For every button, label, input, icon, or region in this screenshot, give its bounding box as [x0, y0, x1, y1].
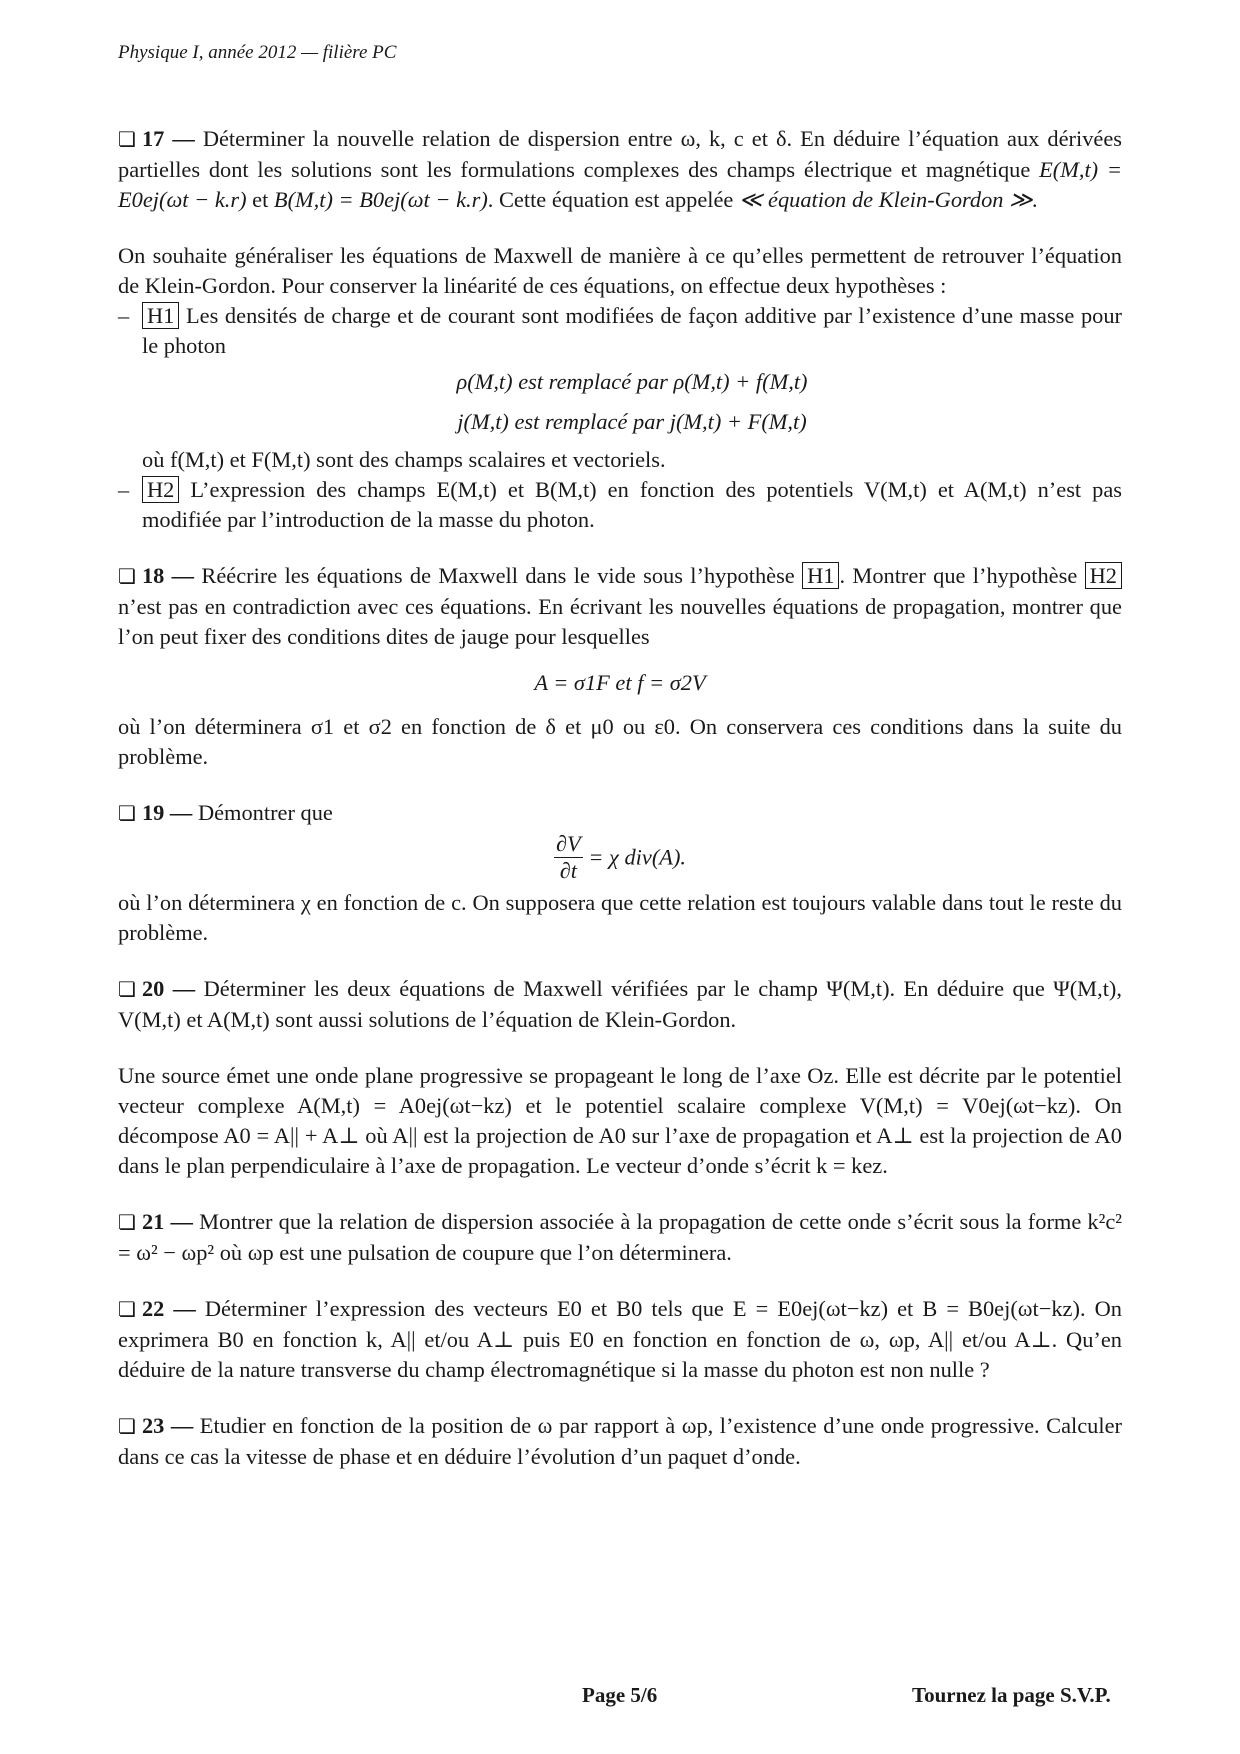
h1-label: H1 [142, 302, 179, 329]
question-number: 20 — [141, 976, 196, 1001]
page-content [118, 124, 1122, 1472]
question-number: 22 — [141, 1296, 196, 1321]
question-text: Montrer que la relation de dispersion associée à la propagation de cette onde s’écrit sous la forme k²c² = ω² − ωp² où ωp est une pulsation de coupure que l’on déterminera. [118, 1209, 1122, 1265]
h1-reference: H1 [802, 562, 839, 589]
h2-reference: H2 [1085, 562, 1122, 589]
question-text: Démontrer que [197, 800, 333, 825]
divergence-equation [118, 831, 1122, 884]
question-text: . Cette équation est appelée [487, 187, 739, 212]
question-19-followup: où l’on déterminera χ en fonction de c. On supposera que cette relation est toujours valable dans tout le reste du problème. [118, 890, 1122, 945]
checkbox-icon: ❏ [118, 803, 136, 825]
question-number: 23 — [141, 1413, 194, 1438]
question-text: Réécrire les équations de Maxwell dans le vide sous l’hypothèse [201, 563, 803, 588]
checkbox-icon: ❏ [118, 1416, 136, 1438]
question-text: . Montrer que l’hypothèse [839, 563, 1085, 588]
source-paragraph: Une source émet une onde plane progressive se propageant le long de l’axe Oz. Elle est décrite par le potentiel vecteur complexe A(M,t) = A0ej(ωt−kz) et le potentiel scalaire complexe V(M,t) = V0ej(ωt−kz). On décompose A0 = A|| + A⊥ où A|| est la projection de A0 sur l’axe de propagation et A⊥ est la projection de A0 dans le plan perpendiculaire à l’axe de propagation. Le vecteur d’onde s’écrit k = kez. [118, 1063, 1122, 1178]
turn-page-note: Tournez la page S.V.P. [912, 1683, 1111, 1707]
question-text: Déterminer l’expression des vecteurs E0 et B0 tels que E = E0ej(ωt−kz) et B = B0ej(ωt−kz). On exprimera B0 en fonction k, A|| et/ou A⊥ puis E0 en fonction en fonction de ω, ωp, A|| et/ou A⊥. Qu’en déduire de la nature transverse du champ électromagnétique si la masse du photon est non nulle ? [118, 1296, 1122, 1382]
magnetic-field-formula: B(M,t) = B0ej(ωt − k.r) [273, 187, 488, 212]
question-text: Déterminer les deux équations de Maxwell vérifiées par le champ Ψ(M,t). En déduire que Ψ(M,t), V(M,t) et A(M,t) sont aussi solutions de l’équation de Klein-Gordon. [118, 976, 1122, 1032]
question-18 [118, 561, 1122, 652]
checkbox-icon: ❏ [118, 1299, 136, 1321]
hypothesis-h1 [118, 301, 1122, 475]
h1-text: Les densités de charge et de courant sont modifiées de façon additive par l’existence d’une masse pour le photon [142, 303, 1122, 358]
gauge-equation: A = σ1F et f = σ2V [534, 670, 706, 695]
h1-equation-1: ρ(M,t) est remplacé par ρ(M,t) + f(M,t) [456, 369, 808, 394]
list-dash: – [118, 477, 130, 502]
page-header: Physique I, année 2012 — filière PC [118, 42, 397, 63]
equation-name: ≪ équation de Klein-Gordon ≫. [738, 187, 1039, 212]
h2-text: L’expression des champs E(M,t) et B(M,t) en fonction des potentiels V(M,t) et A(M,t) n’est pas modifiée par l’introduction de la masse du photon. [142, 477, 1122, 532]
checkbox-icon: ❏ [118, 129, 136, 151]
h1-equation-2: j(M,t) est remplacé par j(M,t) + F(M,t) [457, 409, 807, 434]
question-text: Etudier en fonction de la position de ω par rapport à ωp, l’existence d’une onde progressive. Calculer dans ce cas la vitesse de phase et en déduire l’évolution d’un paquet d’onde. [118, 1413, 1122, 1469]
checkbox-icon: ❏ [118, 1212, 136, 1234]
equation-rhs: = χ div(A). [588, 844, 687, 870]
hypothesis-h2 [118, 475, 1122, 535]
h1-note: où f(M,t) et F(M,t) sont des champs scalaires et vectoriels. [142, 447, 666, 472]
question-19 [118, 798, 1122, 829]
question-17 [118, 124, 1122, 215]
question-22 [118, 1294, 1122, 1385]
fraction-numerator: ∂V [555, 831, 581, 856]
fraction-denominator: ∂t [559, 858, 577, 883]
question-text: n’est pas en contradiction avec ces équations. En écrivant les nouvelles équations de propagation, montrer que l’on peut fixer des conditions dites de jauge pour lesquelles [118, 594, 1122, 649]
h2-label: H2 [142, 476, 179, 503]
fraction [554, 831, 583, 884]
question-number: 17 — [141, 126, 195, 151]
intro-paragraph: On souhaite généraliser les équations de Maxwell de manière à ce qu’elles permettent de retrouver l’équation de Klein-Gordon. Pour conserver la linéarité de ces équations, on effectue deux hypothèses : [118, 243, 1122, 298]
question-23 [118, 1411, 1122, 1472]
question-20 [118, 974, 1122, 1035]
checkbox-icon: ❏ [118, 979, 136, 1001]
question-text: et [246, 187, 274, 212]
question-21 [118, 1207, 1122, 1268]
question-text: Déterminer la nouvelle relation de dispersion entre ω, k, c et δ. En déduire l’équation aux dérivées partielles dont les solutions sont les formulations complexes des champs électrique et magnétique [118, 126, 1122, 182]
checkbox-icon: ❏ [118, 566, 136, 588]
question-18-followup: où l’on déterminera σ1 et σ2 en fonction de δ et μ0 ou ε0. On conservera ces conditions dans la suite du problème. [118, 714, 1122, 769]
question-number: 18 — [141, 563, 195, 588]
page-number: Page 5/6 [582, 1683, 658, 1707]
question-number: 19 — [141, 800, 193, 825]
list-dash: – [118, 303, 130, 328]
question-number: 21 — [141, 1209, 193, 1234]
electric-field-formula: E(M,t) = E0ej(ωt − k.r) [118, 157, 1122, 212]
